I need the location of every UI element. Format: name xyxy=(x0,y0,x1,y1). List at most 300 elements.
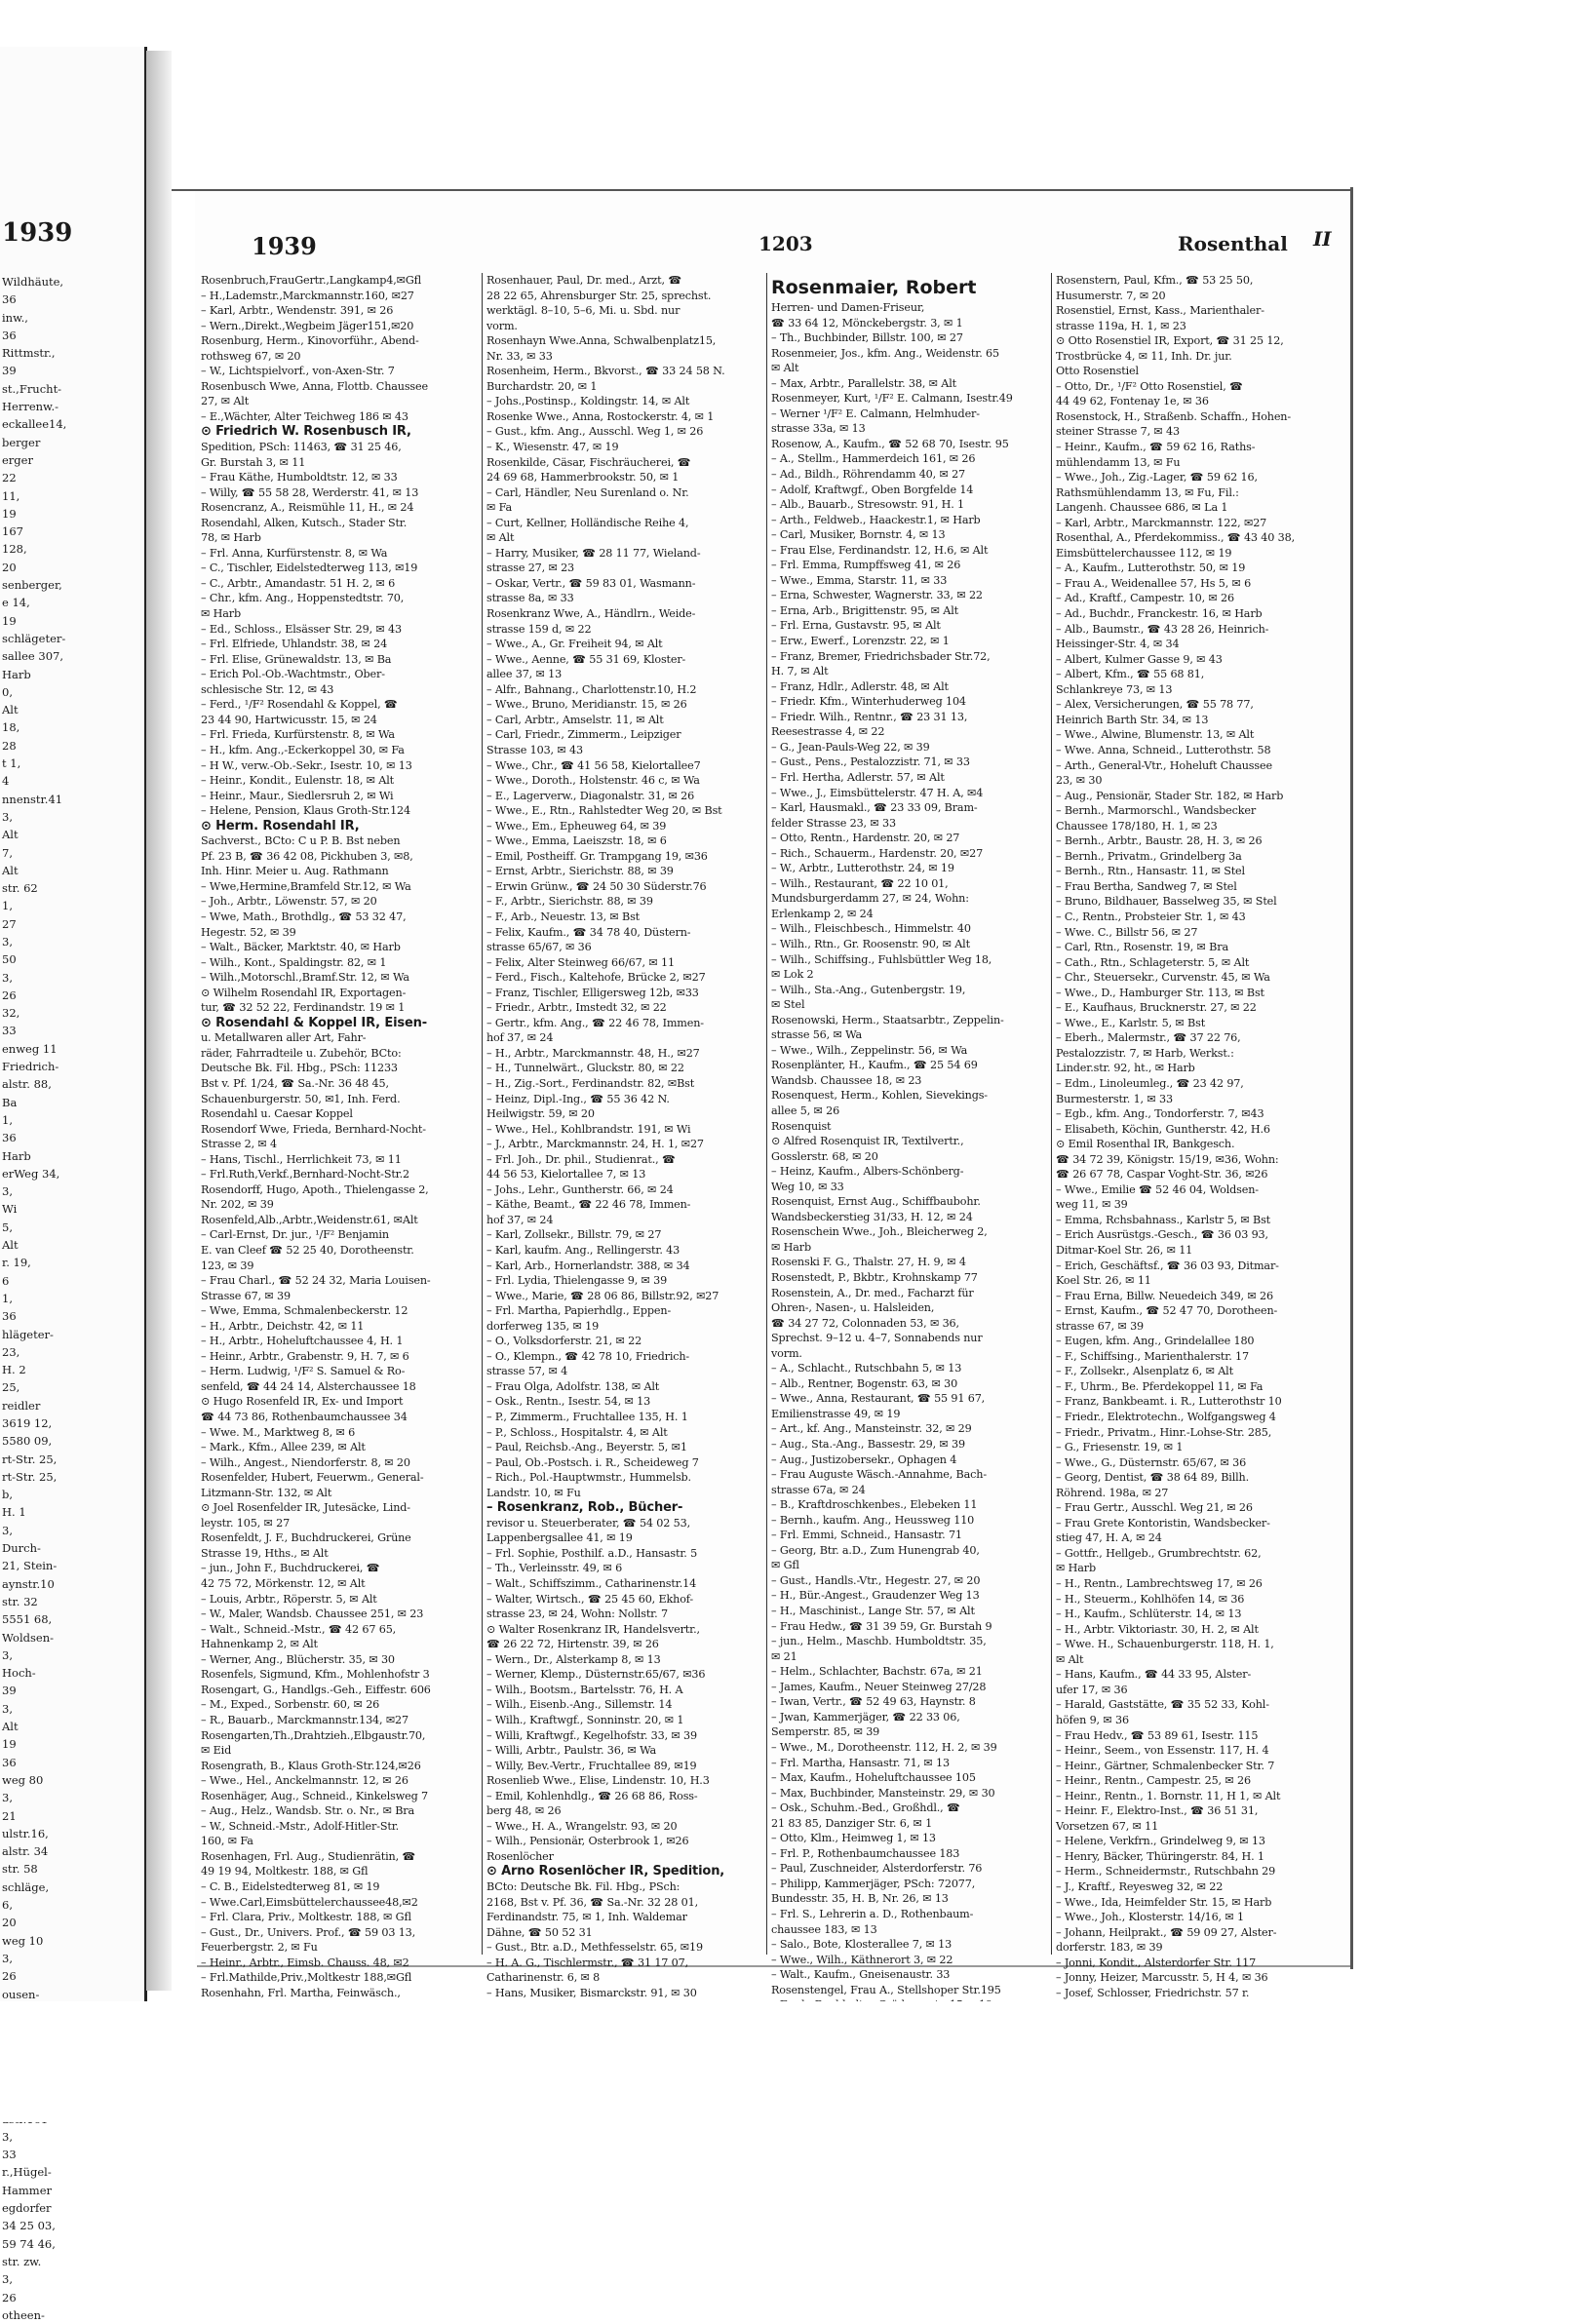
directory-entry: rothsweg 67, ✉ 20 xyxy=(201,349,301,363)
directory-entry: – Paul, Ob.-Postsch. i. R., Scheideweg 7 xyxy=(486,1455,699,1469)
directory-entry: – Hans, Tischl., Herrlichkeit 73, ✉ 11 xyxy=(201,1152,402,1166)
directory-entry: – H., Rentn., Lambrechtsweg 17, ✉ 26 xyxy=(1056,1577,1263,1591)
previous-page-line: Hammer xyxy=(2,2183,52,2197)
previous-page-line: 20 xyxy=(2,1916,17,1930)
directory-entry: – Walt., Kaufm., Gneisenaustr. 33 xyxy=(771,1968,951,1982)
directory-entry: – Frl. Anna, Kurfürstenstr. 8, ✉ Wa xyxy=(201,546,388,560)
directory-entry: – Willy, Bev.-Vertr., Fruchtallee 89, ✉19 xyxy=(486,1759,697,1772)
directory-entry: – Elisabeth, Köchin, Guntherstr. 42, H.6 xyxy=(1056,1122,1270,1136)
directory-entry: Feuerbergstr. 2, ✉ Fu xyxy=(201,1941,318,1955)
directory-entry: – Wwe., Emma, Starstr. 11, ✉ 33 xyxy=(771,573,948,587)
directory-entry: – Wwe., Marie, ☎ 28 06 86, Billstr.92, ✉27 xyxy=(486,1289,719,1302)
directory-entry: – Helm., Schlachter, Bachstr. 67a, ✉ 21 xyxy=(771,1665,983,1679)
previous-page-line: 1, xyxy=(2,899,13,913)
previous-page-line: 28 xyxy=(2,738,17,753)
previous-page-line: 11, xyxy=(2,488,20,503)
directory-entry: stieg 47, H. A, ✉ 24 xyxy=(1056,1531,1162,1545)
previous-page-line: 4 xyxy=(2,774,10,789)
previous-page-line: 59 74 46, xyxy=(2,2236,56,2251)
directory-entry: – H., Zig.-Sort., Ferdinandstr. 82, ✉Bst xyxy=(486,1076,695,1090)
directory-entry: – Chr., kfm. Ang., Hoppenstedtstr. 70, xyxy=(201,592,405,605)
directory-entry: – Gottfr., Hellgeb., Grumbrechtstr. 62, xyxy=(1056,1546,1262,1560)
directory-entry: – Wwe., Anna, Restaurant, ☎ 55 91 67, xyxy=(771,1392,986,1406)
directory-entry: Deutsche Bk. Fil. Hbg., PSch: 11233 xyxy=(201,1062,398,1075)
previous-page-line: str. 62 xyxy=(2,881,38,896)
directory-entry: 23 44 90, Hartwicusstr. 15, ✉ 24 xyxy=(201,713,377,726)
directory-entry: – Käthe, Beamt., ☎ 22 46 78, Immen- xyxy=(486,1198,691,1212)
firm-entry: ⊙ Arno Rosenlöcher IR, Spedition, xyxy=(486,1864,725,1879)
directory-entry: – James, Kaufm., Neuer Steinweg 27/28 xyxy=(771,1680,987,1693)
directory-entry: – Frau Hedv., ☎ 53 89 61, Isestr. 115 xyxy=(1056,1728,1259,1742)
directory-column-3 xyxy=(766,273,1051,1996)
previous-page-line: 19 xyxy=(2,613,17,628)
directory-entry: – Frl. Erna, Gustavstr. 95, ✉ Alt xyxy=(771,619,941,633)
directory-entry: – C., Arbtr., Amandastr. 51 H. 2, ✉ 6 xyxy=(201,576,396,590)
directory-entry: Eimsbüttelerchaussee 112, ✉ 19 xyxy=(1056,546,1232,560)
directory-entry: – H. A. G., Tischlermstr., ☎ 31 17 07, xyxy=(486,1956,689,1969)
directory-entry: – Osk., Schuhm.-Bed., Großhdl., ☎ xyxy=(771,1801,960,1815)
directory-entry: werktägl. 8–10, 5–6, Mi. u. Sbd. nur xyxy=(486,304,680,318)
previous-page-line: 26 xyxy=(2,1969,17,1984)
directory-entry: – Wwe., H. A., Wrangelstr. 93, ✉ 20 xyxy=(486,1819,678,1833)
previous-page-line: hlägeter- xyxy=(2,1327,54,1341)
directory-entry: – H., Bür.-Angest., Graudenzer Weg 13 xyxy=(771,1589,980,1603)
directory-entry: – Wwe., Ida, Heimfelder Str. 15, ✉ Harb xyxy=(1056,1895,1272,1909)
directory-column-2 xyxy=(482,273,766,1999)
directory-entry: – Frau Charl., ☎ 52 24 32, Maria Louisen- xyxy=(201,1274,431,1288)
directory-entry: – Wilh., Rtn., Gr. Roosenstr. 90, ✉ Alt xyxy=(771,937,970,950)
directory-entry: Rosendahl, Alken, Kutsch., Stader Str. xyxy=(201,516,408,529)
directory-entry: 78, ✉ Harb xyxy=(201,531,261,545)
directory-entry: Rosenplänter, H., Kaufm., ☎ 25 54 69 xyxy=(771,1059,978,1072)
directory-entry: – H W., verw.-Ob.-Sekr., Isestr. 10, ✉ 13 xyxy=(201,758,412,772)
directory-entry: – Willy, ☎ 55 58 28, Werderstr. 41, ✉ 13 xyxy=(201,485,419,499)
directory-entry: Trostbrücke 4, ✉ 11, Inh. Dr. jur. xyxy=(1056,349,1232,363)
directory-entry: – Wilh., Kont., Spaldingstr. 82, ✉ 1 xyxy=(201,955,387,969)
directory-entry: – H., Arbtr., Marckmannstr. 48, H., ✉27 xyxy=(486,1046,700,1060)
directory-entry: mühlendamm 13, ✉ Fu xyxy=(1056,455,1181,469)
directory-entry: strasse 8a, ✉ 33 xyxy=(486,592,574,605)
directory-entry: Rosenheim, Herm., Bkvorst., ☎ 33 24 58 N. xyxy=(486,365,725,378)
directory-entry: 42 75 72, Mörkenstr. 12, ✉ Alt xyxy=(201,1577,366,1591)
directory-entry: ⊙ Hugo Rosenfeld IR, Ex- und Import xyxy=(201,1395,404,1409)
previous-page-line: alstr. 34 xyxy=(2,1844,49,1859)
directory-entry: – Herm. Ludwig, ¹/F² S. Samuel & Ro- xyxy=(201,1365,406,1378)
previous-page-line: 36 xyxy=(2,292,17,307)
directory-entry: – Aug., Helz., Wandsb. Str. o. Nr., ✉ Bra xyxy=(201,1804,414,1818)
directory-entry: – Alb., Rentner, Bogenstr. 63, ✉ 30 xyxy=(771,1376,958,1390)
directory-entry: – Werner, Ang., Blücherstr. 35, ✉ 30 xyxy=(201,1652,395,1666)
directory-entry: Rosenfeldt, J. F., Buchdruckerei, Grüne xyxy=(201,1531,411,1545)
directory-entry: – Felix, Kaufm., ☎ 34 78 40, Düstern- xyxy=(486,925,691,939)
directory-entry: Nr. 202, ✉ 39 xyxy=(201,1198,274,1212)
previous-page-line: Hoch- xyxy=(2,1666,36,1681)
directory-entry: – B., Kraftdroschkenbes., Elebeken 11 xyxy=(771,1498,978,1512)
previous-page-line: aynstr.10 xyxy=(2,1576,55,1591)
directory-entry: – Ad., Bildh., Röhrendamm 40, ✉ 27 xyxy=(771,468,966,482)
directory-entry: strasse 27, ✉ 23 xyxy=(486,562,575,575)
previous-page-line: 19 xyxy=(2,506,17,521)
directory-entry: – Heinr., Seem., von Essenstr. 117, H. 4 xyxy=(1056,1744,1269,1758)
previous-page-line: st.,Frucht- xyxy=(2,381,62,396)
directory-entry: – Heinz, Dipl.-Ing., ☎ 55 36 42 N. xyxy=(486,1092,670,1105)
directory-entry: – Ferd., Fisch., Kaltehofe, Brücke 2, ✉27 xyxy=(486,971,706,985)
directory-entry: – Wilh., Sta.-Ang., Gutenbergstr. 19, xyxy=(771,983,966,996)
directory-entry: – Frl. Joh., Dr. phil., Studienrat., ☎ xyxy=(486,1152,676,1166)
directory-entry: Bundesstr. 35, H. B, Nr. 26, ✉ 13 xyxy=(771,1892,949,1906)
previous-page-fragment xyxy=(0,47,147,2322)
directory-entry: – Frl. Emma, Rumpffsweg 41, ✉ 26 xyxy=(771,559,961,572)
directory-entry: – Karl, kaufm. Ang., Rellingerstr. 43 xyxy=(486,1244,680,1257)
directory-entry: – Gust., Dr., Univers. Prof., ☎ 59 03 13, xyxy=(201,1925,416,1939)
directory-entry: ✉ Alt xyxy=(771,362,799,375)
directory-entry: – F., Uhrm., Be. Pferdekoppel 11, ✉ Fa xyxy=(1056,1379,1264,1393)
directory-entry: – Erna, Arb., Brigittenstr. 95, ✉ Alt xyxy=(771,603,958,617)
directory-entry: Reesestrasse 4, ✉ 22 xyxy=(771,725,885,739)
directory-entry: – Walt., Schiffszimm., Catharinenstr.14 xyxy=(486,1577,697,1591)
directory-entry: Erlenkamp 2, ✉ 24 xyxy=(771,907,874,920)
previous-page-line: H. 1 xyxy=(2,1505,26,1520)
directory-entry: ⊙ Otto Rosenstiel IR, Export, ☎ 31 25 12, xyxy=(1056,334,1284,348)
previous-page-line: 19 xyxy=(2,1737,17,1752)
previous-page-line: Wi xyxy=(2,1202,18,1217)
directory-entry: Mundsburgerdamm 27, ✉ 24, Wohn: xyxy=(771,892,969,906)
directory-entry: – Wwe,Hermine,Bramfeld Str.12, ✉ Wa xyxy=(201,879,411,893)
directory-entry: – Albert, Kfm., ☎ 55 68 81, xyxy=(1056,668,1205,681)
directory-entry: – Art., kf. Ang., Mansteinstr. 32, ✉ 29 xyxy=(771,1422,972,1436)
directory-entry: – K., Wiesenstr. 47, ✉ 19 xyxy=(486,441,619,454)
directory-entry: – Jwan, Kammerjäger, ☎ 22 33 06, xyxy=(771,1710,960,1724)
directory-entry: – O., Volksdorferstr. 21, ✉ 22 xyxy=(486,1335,642,1348)
directory-entry: – H.,Lademstr.,Marckmannstr.160, ✉27 xyxy=(201,289,414,302)
directory-entry: – Walt., Bäcker, Marktstr. 40, ✉ Harb xyxy=(201,941,401,954)
directory-entry: Rosenowski, Herm., Staatsarbtr., Zeppelin- xyxy=(771,1013,1004,1026)
directory-entry: – Frau Grete Kontoristin, Wandsbecker- xyxy=(1056,1516,1270,1530)
previous-page-line: Harb xyxy=(2,1148,31,1163)
directory-entry: – Aug., Justizobersekr., Ophagen 4 xyxy=(771,1452,957,1466)
directory-entry: – Louis, Arbtr., Röperstr. 5, ✉ Alt xyxy=(201,1592,377,1606)
previous-page-line: str. 58 xyxy=(2,1862,38,1877)
directory-entry: Rosendorff, Hugo, Apoth., Thielengasse 2, xyxy=(201,1182,429,1196)
directory-entry: Strasse 103, ✉ 43 xyxy=(486,743,583,756)
previous-page-line: 36 xyxy=(2,1755,17,1769)
directory-entry: ✉ Harb xyxy=(771,1240,811,1254)
directory-entry: – Otto, Klm., Heimweg 1, ✉ 13 xyxy=(771,1832,936,1845)
directory-entry: – Wilh.,Motorschl.,Bramf.Str. 12, ✉ Wa xyxy=(201,971,409,985)
directory-entry: – H., Kaufm., Schlüterstr. 14, ✉ 13 xyxy=(1056,1607,1242,1621)
directory-entry: – Frl. Clara, Priv., Moltkestr. 188, ✉ Gfl xyxy=(201,1911,411,1924)
directory-entry: – Wwe., Aenne, ☎ 55 31 69, Kloster- xyxy=(486,652,686,666)
directory-entry: – Wwe., Emilie ☎ 52 46 04, Woldsen- xyxy=(1056,1182,1259,1196)
directory-entry: dorferweg 135, ✉ 19 xyxy=(486,1319,600,1333)
directory-entry: H. 7, ✉ Alt xyxy=(771,665,829,678)
scan-margin xyxy=(0,2001,1560,2122)
previous-page-line: 6 xyxy=(2,1273,10,1288)
directory-entry: Heilwigstr. 59, ✉ 20 xyxy=(486,1107,595,1121)
directory-entry: weg 11, ✉ 39 xyxy=(1056,1198,1128,1212)
previous-page-line: ulstr.16, xyxy=(2,1826,49,1840)
previous-page-line: 21 xyxy=(2,1808,17,1823)
directory-entry: – Jonny, Heizer, Marcusstr. 5, H 4, ✉ 36 xyxy=(1056,1971,1268,1985)
directory-entry: tur, ☎ 32 52 22, Ferdinandstr. 19 ✉ 1 xyxy=(201,1001,406,1015)
previous-page-line: 6, xyxy=(2,1898,13,1913)
previous-page-line: 128, xyxy=(2,542,27,557)
directory-entry: – Wwe.Carl,Eimsbüttelerchaussee48,✉2 xyxy=(201,1895,418,1909)
directory-entry: steiner Strasse 7, ✉ 43 xyxy=(1056,425,1180,439)
previous-page-line: 26 xyxy=(2,2290,17,2305)
directory-entry: Rosendorf Wwe, Frieda, Bernhard-Nocht- xyxy=(201,1122,426,1136)
directory-entry: Heissinger-Str. 4, ✉ 34 xyxy=(1056,638,1180,651)
directory-entry: – Chr., Steuersekr., Curvenstr. 45, ✉ Wa xyxy=(1056,971,1270,985)
previous-page-line: 36 xyxy=(2,328,17,342)
directory-entry: Bst v. Pf. 1/24, ☎ Sa.-Nr. 36 48 45, xyxy=(201,1076,389,1090)
directory-entry: – Gust., Handls.-Vtr., Hegestr. 27, ✉ 20 xyxy=(771,1573,981,1587)
directory-entry: – Frl. Elfriede, Uhlandstr. 38, ✉ 24 xyxy=(201,638,388,651)
previous-page-line: erger xyxy=(2,452,33,467)
directory-entry: – Wilh., Bootsm., Bartelsstr. 76, H. A xyxy=(486,1683,683,1696)
directory-entry: 160, ✉ Fa xyxy=(201,1835,253,1848)
directory-entry: strasse 119a, H. 1, ✉ 23 xyxy=(1056,319,1186,332)
directory-entry: – C., Rentn., Probsteier Str. 1, ✉ 43 xyxy=(1056,910,1246,923)
directory-entry: – Frl. Elise, Grünewaldstr. 13, ✉ Ba xyxy=(201,652,392,666)
previous-page-line: reidler xyxy=(2,1398,41,1413)
directory-entry: Chaussee 178/180, H. 1, ✉ 23 xyxy=(1056,819,1218,833)
directory-entry: hof 37, ✉ 24 xyxy=(486,1031,554,1045)
directory-column-1 xyxy=(197,273,482,1999)
directory-entry: – Wwe., Alwine, Blumenstr. 13, ✉ Alt xyxy=(1056,728,1255,742)
directory-entry: Rosenlieb Wwe., Elise, Lindenstr. 10, H.3 xyxy=(486,1774,710,1788)
directory-entry: Wandsbeckerstieg 31/33, H. 12, ✉ 24 xyxy=(771,1210,973,1223)
previous-page-line: t 1, xyxy=(2,756,21,771)
directory-entry: – Carl, Händler, Neu Surenland o. Nr. xyxy=(486,485,689,499)
directory-entry: Rosenhauer, Paul, Dr. med., Arzt, ☎ xyxy=(486,274,682,287)
directory-entry: – Karl, Arb., Hornerlandstr. 388, ✉ 34 xyxy=(486,1259,690,1272)
directory-entry: – Johann, Heilprakt., ☎ 59 09 27, Alster- xyxy=(1056,1925,1277,1939)
directory-entry: Ferdinandstr. 75, ✉ 1, Inh. Waldemar xyxy=(486,1911,687,1924)
directory-entry: – Max, Arbtr., Parallelstr. 38, ✉ Alt xyxy=(771,376,956,390)
directory-entry: – Frl. P., Rothenbaumchaussee 183 xyxy=(771,1846,960,1860)
directory-entry: ⊙ Joel Rosenfelder IR, Jutesäcke, Lind- xyxy=(201,1501,410,1515)
directory-entry: – jun., John F., Buchdruckerei, ☎ xyxy=(201,1562,380,1575)
directory-entry: – Josef, Schlosser, Friedrichstr. 57 r. xyxy=(1056,1986,1250,1999)
directory-entry: – Wilh., Pensionär, Osterbrook 1, ✉26 xyxy=(486,1835,689,1848)
previous-page-line: inw., xyxy=(2,310,28,325)
directory-entry: dorferstr. 183, ✉ 39 xyxy=(1056,1941,1163,1955)
directory-entry: – Alfr., Bahnang., Charlottenstr.10, H.2 xyxy=(486,682,697,696)
directory-entry: Vorsetzen 67, ✉ 11 xyxy=(1056,1819,1159,1833)
directory-entry: – Erich Pol.-Ob.-Wachtmstr., Ober- xyxy=(201,668,385,681)
firm-entry: ⊙ Friedrich W. Rosenbusch IR, xyxy=(201,424,411,440)
directory-entry: senfeld, ☎ 44 24 14, Alsterchaussee 18 xyxy=(201,1379,416,1393)
previous-page-line: 27 xyxy=(2,916,17,931)
previous-page-line: alstr. 88, xyxy=(2,1077,52,1092)
directory-entry: – O., Klempn., ☎ 42 78 10, Friedrich- xyxy=(486,1349,690,1363)
directory-entry: – Friedr., Arbtr., Imstedt 32, ✉ 22 xyxy=(486,1001,667,1015)
previous-page-line: eckallee14, xyxy=(2,417,67,432)
directory-entry: chaussee 183, ✉ 13 xyxy=(771,1922,877,1936)
directory-entry: Rosenfels, Sigmund, Kfm., Mohlenhofstr 3 xyxy=(201,1668,430,1682)
previous-page-line: 3, xyxy=(2,1647,13,1662)
directory-entry: 23, ✉ 30 xyxy=(1056,774,1103,788)
directory-entry: – Joh., Arbtr., Löwenstr. 57, ✉ 20 xyxy=(201,895,377,909)
previous-page-line: erWeg 34, xyxy=(2,1166,60,1181)
book-gutter xyxy=(146,51,172,1991)
directory-entry: – Bernh., Arbtr., Baustr. 28, H. 3, ✉ 26 xyxy=(1056,834,1263,848)
directory-entry: – Aug., Pensionär, Stader Str. 182, ✉ Harb xyxy=(1056,789,1284,802)
directory-entry: – Carl, Rtn., Rosenstr. 19, ✉ Bra xyxy=(1056,941,1228,954)
directory-entry: – Wwe., Joh., Zig.-Lager, ☎ 59 62 16, xyxy=(1056,471,1258,484)
page-edge-right xyxy=(1350,187,1353,1969)
directory-entry: – H., Arbtr., Hoheluftchaussee 4, H. 1 xyxy=(201,1335,404,1348)
directory-entry: – Werner, Klemp., Düsternstr.65/67, ✉36 xyxy=(486,1668,706,1682)
directory-entry: – F., Arb., Neuestr. 13, ✉ Bst xyxy=(486,910,641,923)
directory-entry: – Frau Hedw., ☎ 31 39 59, Gr. Burstah 9 xyxy=(771,1619,992,1633)
directory-entry: – Frau A., Weidenallee 57, Hs 5, ✉ 6 xyxy=(1056,576,1252,590)
directory-entry: ⊙ Walter Rosenkranz IR, Handelsvertr., xyxy=(486,1622,700,1636)
directory-entry: – Bruno, Bildhauer, Basselweg 35, ✉ Stel xyxy=(1056,895,1277,909)
directory-entry: – Eugen, kfm. Ang., Grindelallee 180 xyxy=(1056,1335,1255,1348)
directory-entry: Semperstr. 85, ✉ 39 xyxy=(771,1725,880,1739)
directory-entry: – Franz, Tischler, Elligersweg 12b, ✉33 xyxy=(486,986,699,999)
directory-entry: – Gertr., kfm. Ang., ☎ 22 46 78, Immen- xyxy=(486,1016,704,1029)
previous-page-line: 22 xyxy=(2,471,17,485)
directory-entry: – Johs., Lehr., Guntherstr. 66, ✉ 24 xyxy=(486,1182,674,1196)
directory-entry: – Heinr., Gärtner, Schmalenbecker Str. 7 xyxy=(1056,1759,1275,1772)
previous-page-line: 3, xyxy=(2,934,13,949)
directory-entry: – H., Maschinist., Lange Str. 57, ✉ Alt xyxy=(771,1605,975,1618)
directory-entry: – Wilh., Schiffsing., Fuhlsbüttler Weg 18, xyxy=(771,952,992,966)
previous-page-line: Harb xyxy=(2,667,31,681)
directory-entry: – Ed., Schloss., Elsässer Str. 29, ✉ 43 xyxy=(201,622,402,636)
directory-entry: – Georg, Btr. a.D., Zum Hunengrab 40, xyxy=(771,1543,980,1557)
directory-entry: 24 69 68, Hammerbrookstr. 50, ✉ 1 xyxy=(486,471,680,484)
directory-entry: – Emma, Rchsbahnass., Karlstr 5, ✉ Bst xyxy=(1056,1213,1271,1226)
directory-entry: – W., Maler, Wandsb. Chaussee 251, ✉ 23 xyxy=(201,1607,424,1621)
directory-entry: – Harald, Gaststätte, ☎ 35 52 33, Kohl- xyxy=(1056,1698,1269,1712)
directory-entry: Rosenthal, A., Pferdekommiss., ☎ 43 40 38, xyxy=(1056,531,1295,545)
page-edge-top xyxy=(172,189,1353,191)
previous-page-line: 18, xyxy=(2,720,20,735)
directory-entry: – Wwe, Emma, Schmalenbeckerstr. 12 xyxy=(201,1304,408,1318)
directory-entry: – A., Kaufm., Lutterothstr. 50, ✉ 19 xyxy=(1056,562,1246,575)
directory-entry: Rosenlöcher xyxy=(486,1849,554,1863)
directory-entry: – Wern., Dr., Alsterkamp 8, ✉ 13 xyxy=(486,1652,661,1666)
directory-entry: Burmesterstr. 1, ✉ 33 xyxy=(1056,1092,1173,1105)
previous-page-line: 7, xyxy=(2,845,13,860)
directory-entry: Rosenbruch,FrauGertr.,Langkamp4,✉Gfl xyxy=(201,274,422,287)
directory-entry: – Adolf, Kraftwgf., Oben Borgfelde 14 xyxy=(771,483,974,496)
directory-entry: – Wwe., Wilh., Käthnerort 3, ✉ 22 xyxy=(771,1953,953,1966)
directory-entry: – Frau Olga, Adolfstr. 138, ✉ Alt xyxy=(486,1379,660,1393)
previous-page-line: 36 xyxy=(2,1131,17,1145)
directory-entry: felder Strasse 23, ✉ 33 xyxy=(771,816,896,830)
directory-entry: ufer 17, ✉ 36 xyxy=(1056,1683,1128,1696)
directory-entry: Hahnenkamp 2, ✉ Alt xyxy=(201,1638,318,1651)
directory-entry: – Wwe., Joh., Klosterstr. 14/16, ✉ 1 xyxy=(1056,1911,1244,1924)
directory-entry: strasse 65/67, ✉ 36 xyxy=(486,941,592,954)
directory-entry: Langenh. Chaussee 686, ✉ La 1 xyxy=(1056,501,1228,515)
directory-entry: – Carl-Ernst, Dr. jur., ¹/F² Benjamin xyxy=(201,1228,389,1242)
directory-entry: – Otto, Dr., ¹/F² Otto Rosenstiel, ☎ xyxy=(1056,379,1243,393)
directory-entry: ✉ Harb xyxy=(201,607,241,621)
directory-entry: ✉ Fa xyxy=(486,501,513,515)
featured-entry: Rosenmaier, Robert xyxy=(771,277,977,298)
directory-entry: Schauenburgerstr. 50, ✉1, Inh. Ferd. xyxy=(201,1092,401,1105)
directory-entry: ☎ 33 64 12, Mönckebergstr. 3, ✉ 1 xyxy=(771,316,963,329)
directory-entry: 44 56 53, Kielortallee 7, ✉ 13 xyxy=(486,1168,646,1181)
previous-page-line: Alt xyxy=(2,1720,19,1734)
directory-entry: – Max, Kaufm., Hoheluftchaussee 105 xyxy=(771,1771,976,1785)
previous-page-line: 167 xyxy=(2,524,23,539)
directory-entry: – Walt., Schneid.-Mstr., ☎ 42 67 65, xyxy=(201,1622,397,1636)
directory-entry: – C., Tischler, Eidelstedterweg 113, ✉19 xyxy=(201,562,418,575)
directory-entry: – Wwe. H., Schauenburgerstr. 118, H. 1, xyxy=(1056,1638,1274,1651)
directory-entry: Rosenski F. G., Thalstr. 27, H. 9, ✉ 4 xyxy=(771,1256,966,1269)
directory-entry: – Gust., Pens., Pestalozzistr. 71, ✉ 33 xyxy=(771,755,970,769)
directory-entry: – R., Bauarb., Marckmannstr.134, ✉27 xyxy=(201,1713,408,1726)
directory-entry: – Heinr., Rentn., 1. Bornstr. 11, H 1, ✉ Alt xyxy=(1056,1789,1281,1802)
directory-entry: – Eberh., Malermstr., ☎ 37 22 76, xyxy=(1056,1031,1241,1045)
previous-page-line: berger xyxy=(2,435,41,449)
previous-page-line: 26 xyxy=(2,988,17,1002)
previous-page-line: 5, xyxy=(2,1220,13,1234)
directory-entry: ✉ Alt xyxy=(486,531,515,545)
previous-page-line: rt-Str. 25, xyxy=(2,1469,58,1484)
directory-entry: – Wilh., Eisenb.-Ang., Sillemstr. 14 xyxy=(486,1698,673,1712)
directory-entry: Rosenmeier, Jos., kfm. Ang., Weidenstr. 65 xyxy=(771,346,999,360)
directory-entry: – Paul, Zuschneider, Alsterdorferstr. 76 xyxy=(771,1862,983,1876)
directory-entry: – Rich., Schauerm., Hardenstr. 20, ✉27 xyxy=(771,846,984,860)
directory-entry: – Helene, Pension, Klaus Groth-Str.124 xyxy=(201,804,410,818)
previous-page-line: otheen- xyxy=(2,2307,45,2322)
previous-page-line: 5551 68, xyxy=(2,1612,53,1627)
directory-entry: – Carl, Arbtr., Amselstr. 11, ✉ Alt xyxy=(486,713,664,726)
directory-entry: – Frau Bertha, Sandweg 7, ✉ Stel xyxy=(1056,879,1237,893)
directory-entry: Rosenow, A., Kaufm., ☎ 52 68 70, Isestr. 95 xyxy=(771,437,1009,450)
directory-entry: – Hans, Musiker, Bismarckstr. 91, ✉ 30 xyxy=(486,1986,697,1999)
directory-entry: – Aug., Sta.-Ang., Bassestr. 29, ✉ 39 xyxy=(771,1438,965,1452)
directory-entry: u. Metallwaren aller Art, Fahr- xyxy=(201,1031,367,1045)
directory-entry: Pestalozzistr. 7, ✉ Harb, Werkst.: xyxy=(1056,1046,1234,1060)
directory-entry: – Heinr., Arbtr., Grabenstr. 9, H. 7, ✉ 6 xyxy=(201,1349,409,1363)
previous-page-line: nnenstr.41 xyxy=(2,792,63,806)
directory-entry: – Franz, Bankbeamt. i. R., Lutterothstr 10 xyxy=(1056,1395,1282,1409)
directory-entry: – Erwin Grünw., ☎ 24 50 30 Süderstr.76 xyxy=(486,879,707,893)
directory-entry: Ditmar-Koel Str. 26, ✉ 11 xyxy=(1056,1244,1193,1257)
directory-entry: – Arth., General-Vtr., Hoheluft Chaussee xyxy=(1056,758,1272,772)
directory-entry: – A., Stellm., Hammerdeich 161, ✉ 26 xyxy=(771,452,976,466)
directory-entry: – Wwe. C., Billstr 56, ✉ 27 xyxy=(1056,925,1198,939)
directory-entry: – Wwe., Emma, Laeiszstr. 18, ✉ 6 xyxy=(486,834,667,848)
directory-entry: – Rich., Pol.-Hauptwmstr., Hummelsb. xyxy=(486,1471,691,1485)
previous-page-line: schläge, xyxy=(2,1879,50,1894)
directory-entry: – Wwe., Chr., ☎ 41 56 58, Kielortallee7 xyxy=(486,758,701,772)
directory-entry: ☎ 34 27 72, Colonnaden 53, ✉ 36, xyxy=(771,1316,959,1330)
directory-entry: 2168, Bst v. Pf. 36, ☎ Sa.-Nr. 32 28 01, xyxy=(486,1895,698,1909)
directory-entry: – Frl.Ruth,Verkf.,Bernhard-Nocht-Str.2 xyxy=(201,1168,410,1181)
directory-entry: – Frl. Lydia, Thielengasse 9, ✉ 39 xyxy=(486,1274,668,1288)
directory-entry: – Th., Buchbinder, Billstr. 100, ✉ 27 xyxy=(771,331,963,345)
previous-page-line: 3, xyxy=(2,970,13,985)
directory-entry: – H., Steuerm., Kohlhöfen 14, ✉ 36 xyxy=(1056,1592,1245,1606)
directory-entry: – J., Kraftf., Reyesweg 32, ✉ 22 xyxy=(1056,1879,1224,1893)
directory-entry: ✉ Gfl xyxy=(771,1559,799,1572)
directory-entry: Röhrend. 198a, ✉ 27 xyxy=(1056,1486,1169,1499)
directory-entry: ⊙ Emil Rosenthal IR, Bankgesch. xyxy=(1056,1138,1235,1151)
directory-entry: – Walter, Wirtsch., ☎ 25 45 60, Ekhof- xyxy=(486,1592,694,1606)
previous-page-line: Alt xyxy=(2,828,19,842)
previous-page-line: 32, xyxy=(2,1006,20,1021)
